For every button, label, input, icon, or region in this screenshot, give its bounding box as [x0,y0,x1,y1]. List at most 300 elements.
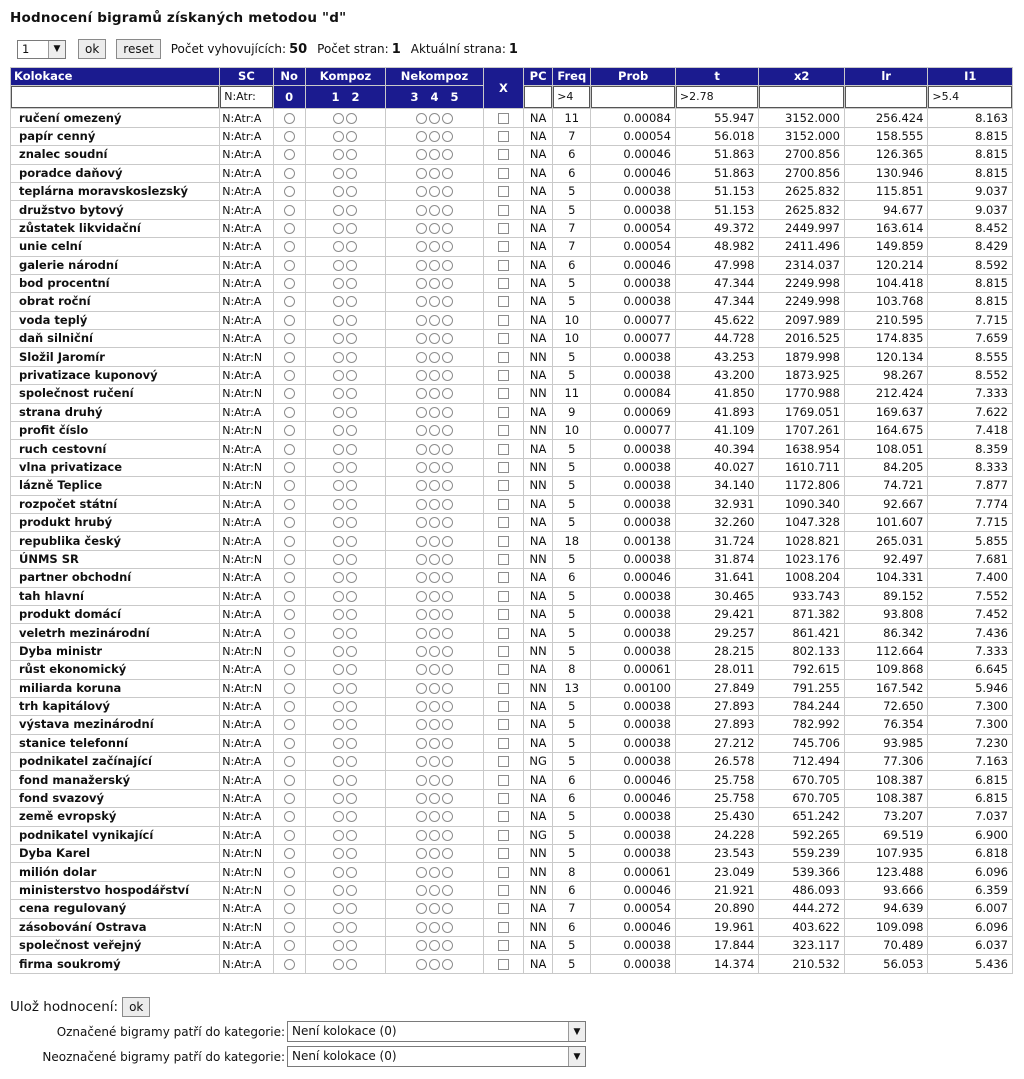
score-radio[interactable] [416,241,427,252]
score-radio[interactable] [346,296,357,307]
x-checkbox[interactable] [498,205,509,216]
score-radio[interactable] [284,205,295,216]
score-radio[interactable] [442,959,453,970]
score-radio[interactable] [346,775,357,786]
score-radio[interactable] [333,499,344,510]
score-radio[interactable] [284,278,295,289]
score-radio[interactable] [333,407,344,418]
score-radio[interactable] [442,572,453,583]
score-radio[interactable] [429,554,440,565]
score-radio[interactable] [284,793,295,804]
score-radio[interactable] [429,517,440,528]
x-checkbox[interactable] [498,701,509,712]
score-radio[interactable] [284,388,295,399]
filter-kolokace[interactable] [11,86,219,108]
score-radio[interactable] [284,186,295,197]
score-radio[interactable] [442,664,453,675]
x-checkbox[interactable] [498,719,509,730]
filter-sc[interactable]: N:Atr: [220,86,272,108]
score-radio[interactable] [346,940,357,951]
x-checkbox[interactable] [498,444,509,455]
score-radio[interactable] [346,241,357,252]
score-radio[interactable] [346,149,357,160]
score-radio[interactable] [429,205,440,216]
score-radio[interactable] [346,554,357,565]
score-radio[interactable] [346,903,357,914]
score-radio[interactable] [442,168,453,179]
score-radio[interactable] [284,848,295,859]
score-radio[interactable] [442,186,453,197]
score-radio[interactable] [429,756,440,767]
score-radio[interactable] [284,959,295,970]
x-checkbox[interactable] [498,462,509,473]
score-radio[interactable] [442,315,453,326]
score-radio[interactable] [416,867,427,878]
score-radio[interactable] [442,867,453,878]
x-checkbox[interactable] [498,664,509,675]
score-radio[interactable] [284,811,295,822]
score-radio[interactable] [429,168,440,179]
score-radio[interactable] [284,260,295,271]
x-checkbox[interactable] [498,554,509,565]
x-checkbox[interactable] [498,315,509,326]
score-radio[interactable] [416,223,427,234]
chevron-down-icon[interactable]: ▼ [568,1022,585,1041]
score-radio[interactable] [333,333,344,344]
score-radio[interactable] [416,719,427,730]
score-radio[interactable] [284,480,295,491]
score-radio[interactable] [284,628,295,639]
score-radio[interactable] [346,701,357,712]
score-radio[interactable] [346,388,357,399]
score-radio[interactable] [442,683,453,694]
x-checkbox[interactable] [498,591,509,602]
score-radio[interactable] [284,903,295,914]
score-radio[interactable] [429,609,440,620]
score-radio[interactable] [284,775,295,786]
score-radio[interactable] [333,940,344,951]
score-radio[interactable] [429,903,440,914]
x-checkbox[interactable] [498,848,509,859]
score-radio[interactable] [346,278,357,289]
score-radio[interactable] [346,793,357,804]
x-checkbox[interactable] [498,959,509,970]
score-radio[interactable] [284,554,295,565]
score-radio[interactable] [442,591,453,602]
score-radio[interactable] [429,738,440,749]
score-radio[interactable] [284,885,295,896]
x-checkbox[interactable] [498,168,509,179]
score-radio[interactable] [416,444,427,455]
score-radio[interactable] [429,260,440,271]
score-radio[interactable] [416,407,427,418]
score-radio[interactable] [333,480,344,491]
score-radio[interactable] [284,738,295,749]
col-kompoz[interactable]: Kompoz [305,68,385,86]
x-checkbox[interactable] [498,370,509,381]
score-radio[interactable] [442,407,453,418]
score-radio[interactable] [442,811,453,822]
score-radio[interactable] [333,370,344,381]
score-radio[interactable] [429,480,440,491]
score-radio[interactable] [346,315,357,326]
score-radio[interactable] [442,388,453,399]
score-radio[interactable] [333,756,344,767]
score-radio[interactable] [416,113,427,124]
score-radio[interactable] [442,903,453,914]
score-radio[interactable] [333,591,344,602]
score-radio[interactable] [346,867,357,878]
score-radio[interactable] [442,719,453,730]
score-radio[interactable] [429,278,440,289]
score-radio[interactable] [284,149,295,160]
score-radio[interactable] [429,131,440,142]
score-radio[interactable] [346,168,357,179]
score-radio[interactable] [442,223,453,234]
score-radio[interactable] [416,940,427,951]
score-radio[interactable] [442,517,453,528]
score-radio[interactable] [442,278,453,289]
x-checkbox[interactable] [498,683,509,694]
filter-i1[interactable]: >5.4 [928,86,1012,108]
score-radio[interactable] [429,113,440,124]
x-checkbox[interactable] [498,517,509,528]
x-checkbox[interactable] [498,241,509,252]
score-radio[interactable] [416,572,427,583]
x-checkbox[interactable] [498,738,509,749]
score-radio[interactable] [416,186,427,197]
score-radio[interactable] [442,536,453,547]
score-radio[interactable] [442,370,453,381]
score-radio[interactable] [429,775,440,786]
x-checkbox[interactable] [498,480,509,491]
x-checkbox[interactable] [498,149,509,160]
score-radio[interactable] [346,738,357,749]
score-radio[interactable] [429,462,440,473]
score-radio[interactable] [284,370,295,381]
score-radio[interactable] [416,149,427,160]
score-radio[interactable] [333,388,344,399]
score-radio[interactable] [284,609,295,620]
score-radio[interactable] [333,149,344,160]
score-radio[interactable] [346,131,357,142]
score-radio[interactable] [284,683,295,694]
score-radio[interactable] [346,260,357,271]
x-checkbox[interactable] [498,352,509,363]
score-radio[interactable] [346,113,357,124]
score-radio[interactable] [429,186,440,197]
score-radio[interactable] [333,425,344,436]
score-radio[interactable] [429,315,440,326]
score-radio[interactable] [333,701,344,712]
score-radio[interactable] [429,149,440,160]
score-radio[interactable] [442,462,453,473]
score-radio[interactable] [442,260,453,271]
score-radio[interactable] [333,646,344,657]
score-radio[interactable] [416,278,427,289]
score-radio[interactable] [442,352,453,363]
score-radio[interactable] [416,628,427,639]
score-radio[interactable] [416,425,427,436]
col-i1[interactable]: I1 [928,68,1013,86]
score-radio[interactable] [333,793,344,804]
score-radio[interactable] [429,848,440,859]
score-radio[interactable] [333,664,344,675]
score-radio[interactable] [416,296,427,307]
score-radio[interactable] [429,885,440,896]
score-radio[interactable] [442,701,453,712]
filter-pc[interactable] [524,86,552,108]
x-checkbox[interactable] [498,407,509,418]
score-radio[interactable] [416,903,427,914]
score-radio[interactable] [284,701,295,712]
score-radio[interactable] [346,370,357,381]
score-radio[interactable] [429,333,440,344]
score-radio[interactable] [333,683,344,694]
score-radio[interactable] [284,830,295,841]
x-checkbox[interactable] [498,646,509,657]
score-radio[interactable] [429,793,440,804]
score-radio[interactable] [284,296,295,307]
score-radio[interactable] [346,922,357,933]
score-radio[interactable] [333,315,344,326]
score-radio[interactable] [346,959,357,970]
score-radio[interactable] [429,444,440,455]
score-radio[interactable] [429,572,440,583]
score-radio[interactable] [429,719,440,730]
score-radio[interactable] [346,333,357,344]
score-radio[interactable] [429,940,440,951]
score-radio[interactable] [416,738,427,749]
score-radio[interactable] [442,756,453,767]
score-radio[interactable] [442,628,453,639]
score-radio[interactable] [346,536,357,547]
score-radio[interactable] [416,793,427,804]
score-radio[interactable] [346,352,357,363]
col-nekompoz[interactable]: Nekompoz [386,68,484,86]
filter-freq[interactable]: >4 [553,86,590,108]
score-radio[interactable] [429,499,440,510]
x-checkbox[interactable] [498,296,509,307]
score-radio[interactable] [346,572,357,583]
score-radio[interactable] [346,462,357,473]
score-radio[interactable] [429,241,440,252]
score-radio[interactable] [416,499,427,510]
score-radio[interactable] [429,536,440,547]
filter-lr[interactable] [845,86,928,108]
page-select[interactable] [17,40,66,59]
x-checkbox[interactable] [498,609,509,620]
score-radio[interactable] [416,683,427,694]
score-radio[interactable] [442,499,453,510]
score-radio[interactable] [284,536,295,547]
score-radio[interactable] [284,444,295,455]
score-radio[interactable] [429,922,440,933]
score-radio[interactable] [346,646,357,657]
score-radio[interactable] [416,131,427,142]
x-checkbox[interactable] [498,572,509,583]
x-checkbox[interactable] [498,260,509,271]
score-radio[interactable] [346,683,357,694]
unmarked-category-select[interactable] [287,1046,586,1067]
score-radio[interactable] [346,205,357,216]
score-radio[interactable] [442,205,453,216]
score-radio[interactable] [284,333,295,344]
score-radio[interactable] [442,793,453,804]
x-checkbox[interactable] [498,756,509,767]
x-checkbox[interactable] [498,811,509,822]
score-radio[interactable] [429,683,440,694]
score-radio[interactable] [429,425,440,436]
x-checkbox[interactable] [498,775,509,786]
score-radio[interactable] [416,701,427,712]
filter-prob[interactable] [591,86,675,108]
score-radio[interactable] [416,517,427,528]
score-radio[interactable] [284,352,295,363]
score-radio[interactable] [333,131,344,142]
marked-category-select[interactable] [287,1021,586,1042]
score-radio[interactable] [429,701,440,712]
x-checkbox[interactable] [498,922,509,933]
col-sc[interactable]: SC [220,68,273,86]
col-lr[interactable]: lr [844,68,928,86]
score-radio[interactable] [333,296,344,307]
score-radio[interactable] [442,609,453,620]
score-radio[interactable] [416,646,427,657]
score-radio[interactable] [416,830,427,841]
score-radio[interactable] [346,719,357,730]
score-radio[interactable] [416,260,427,271]
score-radio[interactable] [333,775,344,786]
x-checkbox[interactable] [498,425,509,436]
score-radio[interactable] [284,664,295,675]
score-radio[interactable] [333,554,344,565]
score-radio[interactable] [346,609,357,620]
score-radio[interactable] [333,186,344,197]
x-checkbox[interactable] [498,278,509,289]
score-radio[interactable] [429,664,440,675]
score-radio[interactable] [284,499,295,510]
save-ok-button[interactable]: ok [122,997,150,1017]
score-radio[interactable] [333,223,344,234]
score-radio[interactable] [416,168,427,179]
x-checkbox[interactable] [498,867,509,878]
col-kolokace[interactable]: Kolokace [11,68,220,86]
score-radio[interactable] [429,223,440,234]
score-radio[interactable] [442,149,453,160]
score-radio[interactable] [333,536,344,547]
chevron-down-icon[interactable]: ▼ [568,1047,585,1066]
score-radio[interactable] [333,260,344,271]
score-radio[interactable] [416,536,427,547]
score-radio[interactable] [416,775,427,786]
score-radio[interactable] [284,572,295,583]
score-radio[interactable] [346,811,357,822]
score-radio[interactable] [442,885,453,896]
score-radio[interactable] [416,333,427,344]
score-radio[interactable] [442,333,453,344]
score-radio[interactable] [346,628,357,639]
score-radio[interactable] [346,223,357,234]
x-checkbox[interactable] [498,628,509,639]
score-radio[interactable] [442,922,453,933]
score-radio[interactable] [416,848,427,859]
score-radio[interactable] [429,811,440,822]
ok-button[interactable]: ok [78,39,106,59]
score-radio[interactable] [333,205,344,216]
score-radio[interactable] [442,830,453,841]
score-radio[interactable] [333,462,344,473]
score-radio[interactable] [284,113,295,124]
score-radio[interactable] [442,296,453,307]
score-radio[interactable] [442,940,453,951]
score-radio[interactable] [442,775,453,786]
score-radio[interactable] [333,848,344,859]
score-radio[interactable] [333,278,344,289]
score-radio[interactable] [346,848,357,859]
x-checkbox[interactable] [498,940,509,951]
score-radio[interactable] [429,388,440,399]
score-radio[interactable] [442,131,453,142]
score-radio[interactable] [442,554,453,565]
col-x2[interactable]: x2 [759,68,845,86]
score-radio[interactable] [333,811,344,822]
chevron-down-icon[interactable]: ▼ [48,41,65,58]
score-radio[interactable] [429,296,440,307]
x-checkbox[interactable] [498,131,509,142]
x-checkbox[interactable] [498,333,509,344]
x-checkbox[interactable] [498,223,509,234]
score-radio[interactable] [416,388,427,399]
score-radio[interactable] [284,315,295,326]
score-radio[interactable] [333,867,344,878]
score-radio[interactable] [333,830,344,841]
score-radio[interactable] [429,407,440,418]
score-radio[interactable] [284,646,295,657]
score-radio[interactable] [416,554,427,565]
score-radio[interactable] [429,628,440,639]
x-checkbox[interactable] [498,793,509,804]
score-radio[interactable] [429,352,440,363]
score-radio[interactable] [346,480,357,491]
score-radio[interactable] [333,738,344,749]
score-radio[interactable] [346,885,357,896]
score-radio[interactable] [416,959,427,970]
score-radio[interactable] [333,444,344,455]
score-radio[interactable] [333,352,344,363]
score-radio[interactable] [442,444,453,455]
score-radio[interactable] [346,664,357,675]
score-radio[interactable] [284,940,295,951]
score-radio[interactable] [284,168,295,179]
score-radio[interactable] [416,205,427,216]
score-radio[interactable] [284,591,295,602]
score-radio[interactable] [284,407,295,418]
score-radio[interactable] [442,646,453,657]
score-radio[interactable] [416,609,427,620]
score-radio[interactable] [429,370,440,381]
score-radio[interactable] [416,462,427,473]
score-radio[interactable] [429,959,440,970]
score-radio[interactable] [442,848,453,859]
score-radio[interactable] [442,113,453,124]
score-radio[interactable] [442,480,453,491]
x-checkbox[interactable] [498,830,509,841]
score-radio[interactable] [416,756,427,767]
score-radio[interactable] [416,370,427,381]
score-radio[interactable] [284,223,295,234]
col-x[interactable]: X [483,68,523,109]
